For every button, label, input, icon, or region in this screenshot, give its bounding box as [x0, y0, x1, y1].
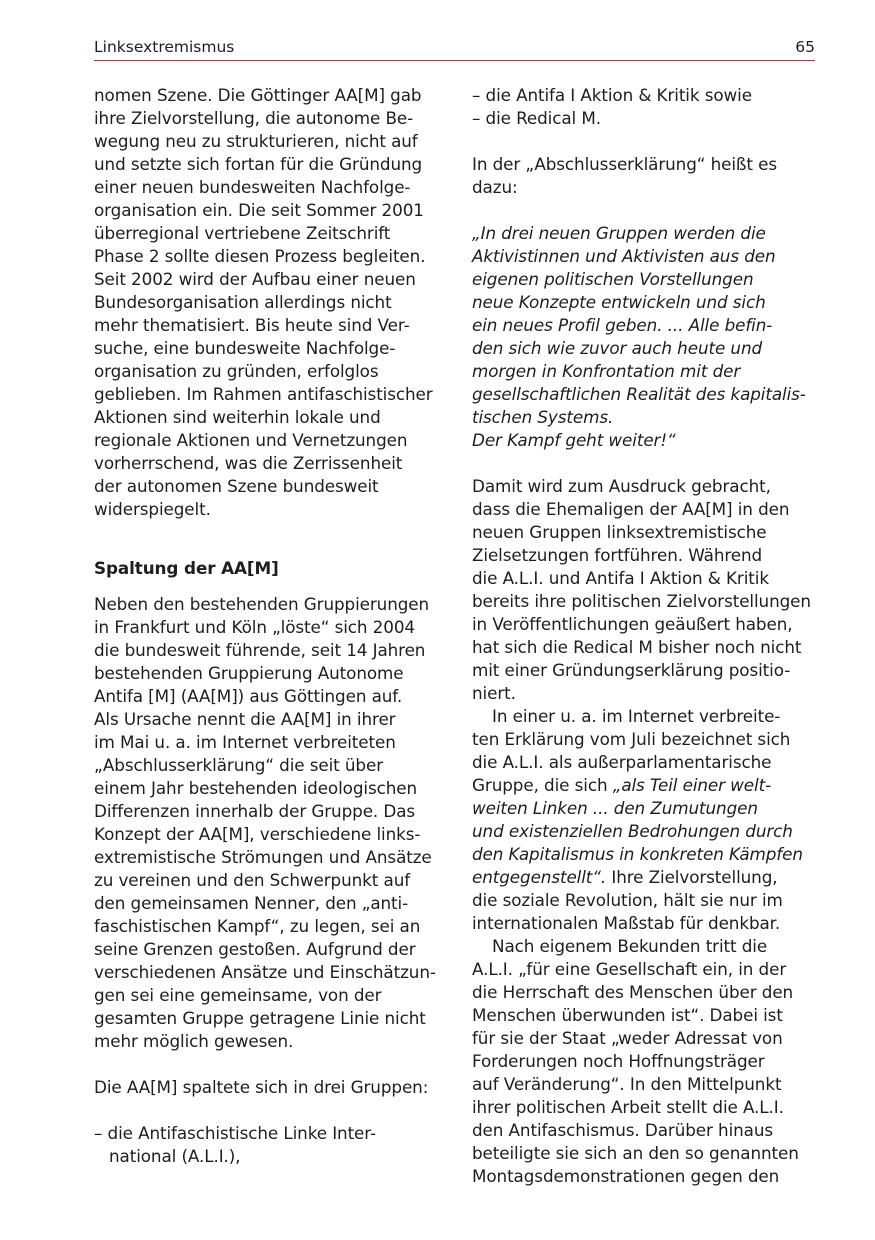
text-line: beteiligte sie sich an den so genannten	[472, 1143, 799, 1163]
text-line: faschistischen Kampf“, zu legen, sei an	[94, 916, 421, 936]
text-line: Konzept der AA[M], verschiedene links-	[94, 824, 421, 844]
text-line: Zielsetzungen fortführen. Während	[472, 545, 763, 565]
quote-run: entgegenstellt“.	[472, 867, 607, 887]
text-line: neuen Gruppen linksextremistische	[472, 522, 767, 542]
spacer	[94, 521, 440, 544]
list-item	[472, 107, 818, 130]
paragraph-ali-goals	[472, 935, 818, 1188]
text-line: den gemeinsamen Nenner, den „anti-	[94, 893, 409, 913]
page-number: 65	[795, 38, 815, 56]
running-title: Linksextremismus	[94, 38, 235, 56]
text-line: Differenzen innerhalb der Gruppe. Das	[94, 801, 416, 821]
list-item	[472, 84, 818, 107]
text-line: dazu:	[472, 177, 518, 197]
text-line: – die Antifa I Aktion & Kritik sowie	[472, 85, 752, 105]
list-item	[94, 1122, 440, 1168]
text-line: auf Veränderung“. In den Mittelpunkt	[472, 1074, 782, 1094]
right-column	[472, 84, 818, 1188]
text-line: mehr möglich gewesen.	[94, 1031, 294, 1051]
quote-line: Aktivistinnen und Aktivisten aus den	[472, 246, 776, 266]
quote-line: Der Kampf geht weiter!“	[472, 430, 676, 450]
paragraph-intro	[94, 84, 440, 521]
paragraph-groups-intro	[94, 1076, 440, 1099]
text-line: und setzte sich fortan für die Gründung	[94, 154, 423, 174]
text-line: extremistische Strömungen und Ansätze	[94, 847, 432, 867]
text-line: die A.L.I. und Antifa I Aktion & Kritik	[472, 568, 769, 588]
text-line: internationalen Maßstab für denkbar.	[472, 913, 781, 933]
section-heading: Spaltung der AA[M]	[94, 558, 279, 578]
text-line: national (A.L.I.),	[109, 1146, 241, 1166]
quote-line: den sich wie zuvor auch heute und	[472, 338, 763, 358]
text-line: organisation ein. Die seit Sommer 2001	[94, 200, 424, 220]
text-line: In einer u. a. im Internet verbreite-	[492, 706, 781, 726]
quote-line: eigenen politischen Vorstellungen	[472, 269, 754, 289]
text-line: mit einer Gründungserklärung positio-	[472, 660, 791, 680]
quote-line: den Kapitalismus in konkreten Kämpfen	[472, 844, 803, 864]
text-line: – die Redical M.	[472, 108, 601, 128]
text-run: Ihre Zielvorstellung,	[606, 867, 778, 887]
text-line: für sie der Staat „weder Adressat von	[472, 1028, 783, 1048]
quote-line: ein neues Profil geben. ... Alle befin-	[472, 315, 773, 335]
text-line: im Mai u. a. im Internet verbreiteten	[94, 732, 396, 752]
text-line: bestehenden Gruppierung Autonome	[94, 663, 404, 683]
text-line: wegung neu zu strukturieren, nicht auf	[94, 131, 418, 151]
text-line: dass die Ehemaligen der AA[M] in den	[472, 499, 790, 519]
text-line: organisation zu gründen, erfolglos	[94, 361, 379, 381]
text-line: A.L.I. „für eine Gesellschaft ein, in der	[472, 959, 787, 979]
text-line: Montagsdemonstrationen gegen den	[472, 1166, 780, 1186]
text-line: gen sei eine gemeinsame, von der	[94, 985, 382, 1005]
text-line: Damit wird zum Ausdruck gebracht,	[472, 476, 771, 496]
text-line: ihrer politischen Arbeit stellt die A.L.I.	[472, 1097, 784, 1117]
text-line: Bundesorganisation allerdings nicht	[94, 292, 392, 312]
quote-line: morgen in Konfrontation mit der	[472, 361, 741, 381]
quote-line: tischen Systems.	[472, 407, 614, 427]
text-line: Nach eigenem Bekunden tritt die	[492, 936, 768, 956]
block-quote	[472, 222, 818, 452]
text-line: suche, eine bundesweite Nachfolge-	[94, 338, 396, 358]
quote-line: und existenziellen Bedrohungen durch	[472, 821, 793, 841]
spacer	[94, 1099, 440, 1122]
paragraph-expression	[472, 475, 818, 705]
text-line: niert.	[472, 683, 516, 703]
text-line: Aktionen sind weiterhin lokale und	[94, 407, 381, 427]
spacer	[94, 580, 440, 593]
text-line: die A.L.I. als außerparlamentarische	[472, 752, 772, 772]
spacer	[94, 544, 440, 557]
spacer	[94, 1053, 440, 1076]
text-line: Neben den bestehenden Gruppierungen	[94, 594, 430, 614]
quote-run: „als Teil einer welt-	[612, 775, 772, 795]
text-line: „Abschlusserklärung“ die seit über	[94, 755, 383, 775]
text-line: die Herrschaft des Menschen über den	[472, 982, 794, 1002]
spacer	[472, 130, 818, 153]
text-line: vorherrschend, was die Zerrissenheit	[94, 453, 403, 473]
text-line: regionale Aktionen und Vernetzungen	[94, 430, 408, 450]
text-line: Forderungen noch Hoffnungsträger	[472, 1051, 765, 1071]
text-line: ten Erklärung vom Juli bezeichnet sich	[472, 729, 791, 749]
running-header	[94, 38, 815, 61]
text-line: Menschen überwunden ist“. Dabei ist	[472, 1005, 783, 1025]
text-line: geblieben. Im Rahmen antifaschistischer	[94, 384, 433, 404]
text-line: zu vereinen und den Schwerpunkt auf	[94, 870, 411, 890]
text-line: mehr thematisiert. Bis heute sind Ver-	[94, 315, 410, 335]
text-line: widerspiegelt.	[94, 499, 211, 519]
paragraph-ali-declaration	[472, 705, 818, 935]
spacer	[472, 452, 818, 475]
text-line: überregional vertriebene Zeitschrift	[94, 223, 391, 243]
text-line: einer neuen bundesweiten Nachfolge-	[94, 177, 411, 197]
text-line: Die AA[M] spaltete sich in drei Gruppen:	[94, 1077, 429, 1097]
text-line: verschiedenen Ansätze und Einschätzun-	[94, 962, 436, 982]
text-line: In der „Abschlusserklärung“ heißt es	[472, 154, 777, 174]
text-line: gesamten Gruppe getragene Linie nicht	[94, 1008, 426, 1028]
text-line: die soziale Revolution, hält sie nur im	[472, 890, 783, 910]
text-line: ihre Zielvorstellung, die autonome Be-	[94, 108, 414, 128]
paragraph-split	[94, 593, 440, 1053]
text-line: der autonomen Szene bundesweit	[94, 476, 379, 496]
text-line: Seit 2002 wird der Aufbau einer neuen	[94, 269, 416, 289]
text-line: den Antifaschismus. Darüber hinaus	[472, 1120, 774, 1140]
text-line: die bundesweit führende, seit 14 Jahren	[94, 640, 426, 660]
text-line: einem Jahr bestehenden ideologischen	[94, 778, 418, 798]
paragraph-quote-intro	[472, 153, 818, 199]
text-line: – die Antifaschistische Linke Inter-	[94, 1123, 376, 1143]
text-line	[472, 774, 818, 797]
quote-line: gesellschaftlichen Realität des kapitalis-	[472, 384, 806, 404]
quote-line: neue Konzepte entwickeln und sich	[472, 292, 766, 312]
text-line: in Frankfurt und Köln „löste“ sich 2004	[94, 617, 415, 637]
quote-line: weiten Linken ... den Zumutungen	[472, 798, 758, 818]
quote-line: „In drei neuen Gruppen werden die	[472, 223, 766, 243]
text-line: Als Ursache nennt die AA[M] in ihrer	[94, 709, 396, 729]
text-line: bereits ihre politischen Zielvorstellungen	[472, 591, 811, 611]
left-column	[94, 84, 440, 1168]
text-line: nomen Szene. Die Göttinger AA[M] gab	[94, 85, 422, 105]
text-line: seine Grenzen gestoßen. Aufgrund der	[94, 939, 416, 959]
text-line: Antifa [M] (AA[M]) aus Göttingen auf.	[94, 686, 403, 706]
text-line: in Veröffentlichungen geäußert haben,	[472, 614, 793, 634]
text-line	[472, 866, 818, 889]
text-run: Gruppe, die sich	[472, 775, 613, 795]
spacer	[472, 199, 818, 222]
text-line: hat sich die Redical M bisher noch nicht	[472, 637, 802, 657]
text-line: Phase 2 sollte diesen Prozess begleiten.	[94, 246, 426, 266]
